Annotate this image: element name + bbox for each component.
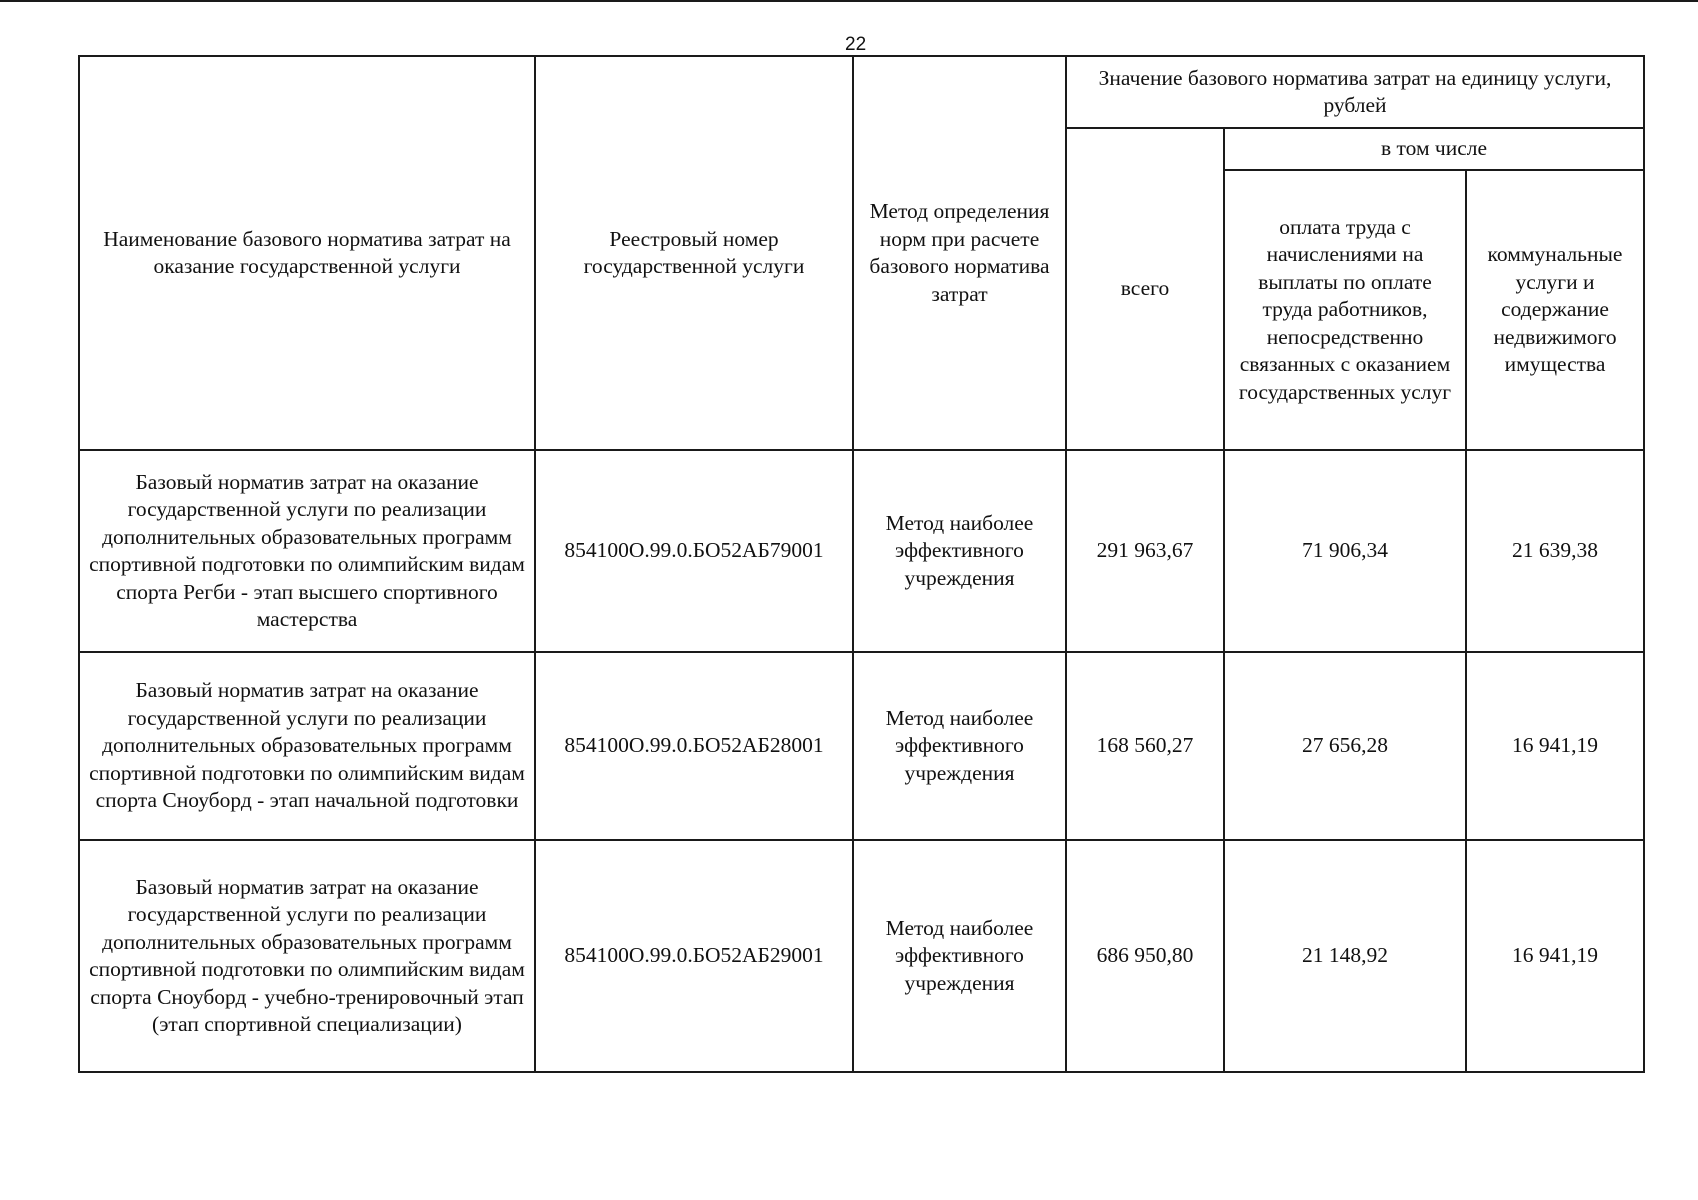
header-registry-text: Реестровый номер государственной услуги	[583, 226, 805, 278]
header-registry	[535, 56, 853, 450]
cell-total: 168 560,27	[1066, 652, 1224, 840]
cell-labor: 27 656,28	[1224, 652, 1466, 840]
header-method-text: Метод определения норм при расчете базового норматива затрат	[869, 199, 1050, 306]
page-number: 22	[845, 34, 867, 55]
header-name	[79, 56, 535, 450]
cell-utilities: 16 941,19	[1466, 652, 1644, 840]
header-including-text: в том числе	[1380, 136, 1488, 161]
top-rule	[0, 0, 1698, 2]
cell-name: Базовый норматив затрат на оказание государственной услуги по реализации дополнительных образовательных программ спортивной подготовки по олимпийским видам спорта Сноуборд - этап начальной подготовки	[79, 652, 535, 840]
cell-method: Метод наиболее эффективного учреждения	[853, 840, 1066, 1072]
cell-labor: 71 906,34	[1224, 450, 1466, 652]
cell-method: Метод наиболее эффективного учреждения	[853, 450, 1066, 652]
header-row	[79, 56, 1644, 128]
header-utilities	[1466, 170, 1644, 450]
header-including	[1224, 128, 1644, 170]
cell-name: Базовый норматив затрат на оказание государственной услуги по реализации дополнительных образовательных программ спортивной подготовки по олимпийским видам спорта Регби - этап высшего спортивного мастерства	[79, 450, 535, 652]
table-row	[79, 450, 1644, 652]
header-labor-text: оплата труда с начислениями на выплаты по оплате труда работников, непосредственно связанных с оказанием государственных услуг	[1238, 214, 1452, 404]
cell-registry: 854100О.99.0.БО52АБ79001	[535, 450, 853, 652]
cell-total: 291 963,67	[1066, 450, 1224, 652]
header-utilities-text: коммунальные услуги и содержание недвижимого имущества	[1487, 242, 1623, 377]
cell-registry: 854100О.99.0.БО52АБ29001	[535, 840, 853, 1072]
header-method	[853, 56, 1066, 450]
header-name-text: Наименование базового норматива затрат на оказание государственной услуги	[103, 226, 511, 278]
cell-method: Метод наиболее эффективного учреждения	[853, 652, 1066, 840]
header-total	[1066, 128, 1224, 450]
cell-total: 686 950,80	[1066, 840, 1224, 1072]
table-row	[79, 840, 1644, 1072]
header-labor	[1224, 170, 1466, 450]
cell-labor: 21 148,92	[1224, 840, 1466, 1072]
cell-name: Базовый норматив затрат на оказание государственной услуги по реализации дополнительных образовательных программ спортивной подготовки по олимпийским видам спорта Сноуборд - учебно-тренировочный этап (этап спортивной специализации)	[79, 840, 535, 1072]
cell-registry: 854100О.99.0.БО52АБ28001	[535, 652, 853, 840]
norms-table	[78, 55, 1645, 1073]
header-total-text: всего	[1120, 276, 1170, 301]
cell-utilities: 16 941,19	[1466, 840, 1644, 1072]
cell-utilities: 21 639,38	[1466, 450, 1644, 652]
header-value-group	[1066, 56, 1644, 128]
header-value-group-text: Значение базового норматива затрат на единицу услуги, рублей	[1098, 65, 1612, 117]
table-row	[79, 652, 1644, 840]
